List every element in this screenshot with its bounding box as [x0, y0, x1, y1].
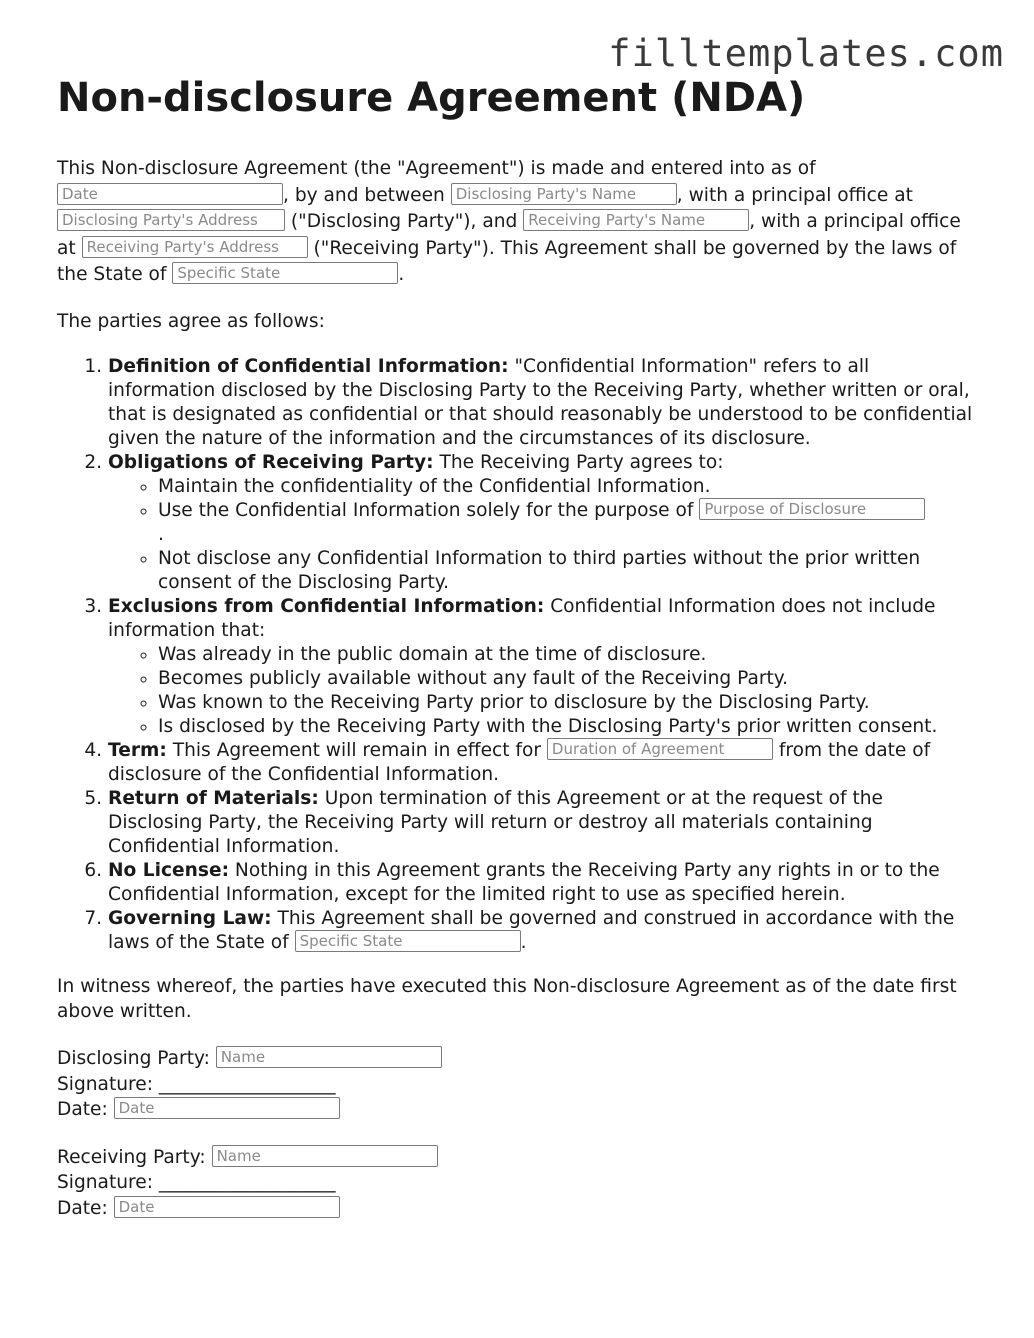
disclosing-party-signature-block — [57, 1046, 977, 1123]
disclosing-date-label: Date: — [57, 1099, 114, 1120]
intro-text-1: This Non-disclosure Agreement (the "Agreement") is made and entered into as of — [57, 158, 816, 179]
term-item-return-materials — [108, 787, 977, 859]
disclosing-party-label: Disclosing Party: — [57, 1048, 216, 1069]
page-title: Non-disclosure Agreement (NDA) — [57, 75, 806, 121]
term-heading: Definition of Confidential Information: — [108, 356, 509, 377]
terms-list — [57, 355, 977, 955]
duration-of-agreement-field[interactable]: Duration of Agreement — [547, 738, 773, 760]
term-heading: Exclusions from Confidential Information: — [108, 596, 545, 617]
receiving-signature-line[interactable]: Signature: ___________________ — [57, 1172, 336, 1193]
term-heading: Governing Law: — [108, 908, 272, 929]
intro-text-4: ("Disclosing Party"), and — [285, 211, 524, 232]
term-body: Confidential Information does not include information that: — [108, 596, 936, 641]
term-item-term — [108, 739, 977, 787]
obligations-list — [108, 475, 977, 595]
list-item: ◦ Was already in the public domain at the time of disclosure. — [158, 643, 977, 667]
term-body: The Receiving Party agrees to: — [433, 452, 724, 473]
term-item-no-license — [108, 859, 977, 907]
agree-text: The parties agree as follows: — [57, 310, 325, 332]
term-item-obligations — [108, 451, 977, 595]
intro-text-7: . — [398, 264, 405, 285]
intro-text-3: , with a principal office at — [676, 184, 913, 206]
term-text: This Agreement shall be governed and construed in accordance with the laws of the State of — [108, 908, 955, 953]
term-item-definition — [108, 355, 977, 451]
term-heading: Return of Materials: — [108, 788, 319, 809]
witness-paragraph: In witness whereof, the parties have executed this Non-disclosure Agreement as of the date first above written. — [57, 976, 957, 1022]
term-item-exclusions — [108, 595, 977, 739]
governing-state-field[interactable]: Specific State — [172, 262, 398, 284]
list-item: ◦ Not disclose any Confidential Information to third parties without the prior written consent of the Disclosing Party. — [158, 547, 977, 595]
receiving-date-row — [57, 1196, 977, 1222]
purpose-of-disclosure-field[interactable]: Purpose of Disclosure — [699, 498, 925, 520]
term-text: . — [520, 932, 527, 953]
receiving-party-date-field[interactable]: Date — [114, 1196, 340, 1218]
disclosing-party-date-field[interactable]: Date — [114, 1097, 340, 1119]
term-heading: Term: — [108, 740, 167, 761]
receiving-party-signature-block — [57, 1145, 977, 1222]
receiving-party-label: Receiving Party: — [57, 1146, 212, 1168]
term-heading: Obligations of Receiving Party: — [108, 452, 434, 473]
disclosing-party-row — [57, 1046, 977, 1072]
intro-text-2: , by and between — [283, 184, 451, 206]
receiving-party-row — [57, 1145, 977, 1171]
term-heading: No License: — [108, 860, 230, 881]
disclosing-date-row — [57, 1097, 977, 1123]
disclosing-party-address-field[interactable]: Disclosing Party's Address — [57, 209, 285, 231]
term-text: from the date of disclosure of the Confidential Information. — [108, 740, 931, 785]
intro-text-6: ("Receiving Party"). This Agreement shall be governed by the laws of the State of — [57, 237, 957, 285]
term-item-governing-law — [108, 907, 977, 955]
intro-text-5: , with a principal office at — [57, 211, 961, 259]
agreement-date-field[interactable]: Date — [57, 183, 283, 205]
list-item: ◦ Becomes publicly available without any fault of the Receiving Party. — [158, 667, 977, 691]
list-item — [158, 499, 977, 547]
watermark: filltemplates.com — [608, 32, 1004, 75]
receiving-party-name-field[interactable]: Receiving Party's Name — [523, 209, 749, 231]
governing-law-state-field[interactable]: Specific State — [295, 930, 521, 952]
disclosing-signature-line[interactable]: Signature: ___________________ — [57, 1073, 336, 1095]
exclusions-list — [108, 643, 977, 739]
list-item: ◦ Was known to the Receiving Party prior to disclosure by the Disclosing Party. — [158, 691, 977, 715]
term-body: Nothing in this Agreement grants the Receiving Party any rights in or to the Confidential Information, except for the limited right to use as specified herein. — [108, 860, 940, 905]
document-body — [57, 70, 977, 1243]
disclosing-party-name-field[interactable]: Disclosing Party's Name — [451, 183, 677, 205]
term-text: This Agreement will remain in effect for — [166, 740, 547, 761]
receiving-party-signer-name-field[interactable]: Name — [212, 1145, 438, 1167]
receiving-date-label: Date: — [57, 1197, 114, 1219]
disclosing-party-signer-name-field[interactable]: Name — [216, 1046, 442, 1068]
term-body: Upon termination of this Agreement or at the request of the Disclosing Party, the Receiving Party will return or destroy all materials containing Confidential Information. — [108, 788, 883, 857]
purpose-text: Use the Confidential Information solely for the purpose of — [158, 500, 700, 521]
term-body: "Confidential Information" refers to all information disclosed by the Disclosing Party to the Receiving Party, whether written or oral, that is designated as confidential or that should reasonably be understood to be confidential given the nature of the information and the circumstances of its disclosure. — [108, 356, 973, 449]
list-item: ◦ Is disclosed by the Receiving Party with the Disclosing Party's prior written consent. — [158, 715, 977, 739]
intro-paragraph — [57, 156, 977, 289]
list-item: ◦ Maintain the confidentiality of the Confidential Information. — [158, 475, 977, 499]
receiving-party-address-field[interactable]: Receiving Party's Address — [82, 236, 308, 258]
purpose-period: . — [158, 524, 164, 545]
